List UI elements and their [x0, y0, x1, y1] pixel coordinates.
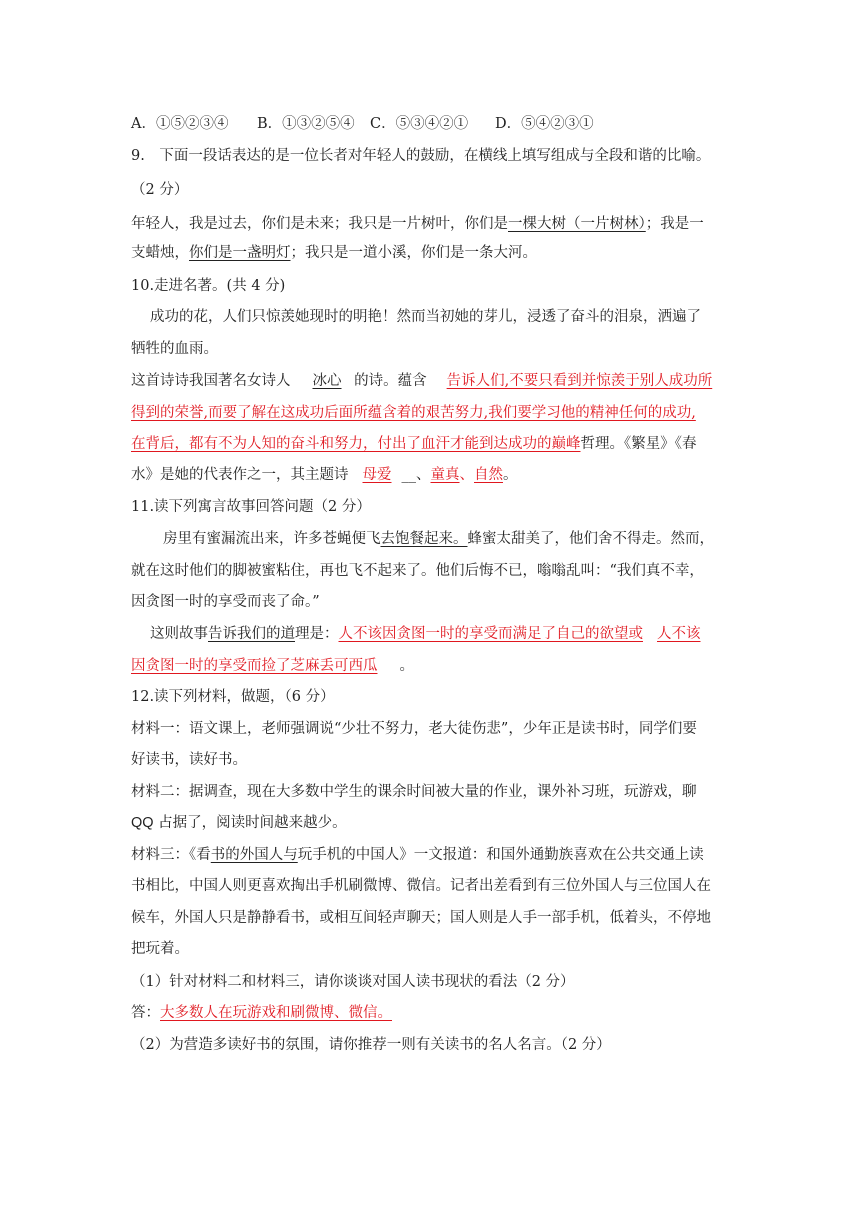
- q9-question: 9. 下面一段话表达的是一位长者对年轻人的鼓励，在横线上填写组成与全段和谐的比喻。: [131, 148, 711, 164]
- q11-underlined: 去饱餐起来。: [380, 531, 468, 547]
- q9-points: （2 分）: [131, 182, 189, 198]
- q11-answer-line1: [150, 624, 701, 644]
- q12-text: 占据了，阅读时间越来越少。: [153, 815, 347, 831]
- q10-heading: 10.走进名著。(共 4 分): [131, 278, 286, 294]
- q11-story-line3: 因贪图一时的享受而丧了命。”: [131, 594, 320, 610]
- option-d: D．⑤④②③①: [495, 116, 594, 132]
- q11-text: 。: [399, 658, 414, 674]
- q10-blank-theme3: 自然: [474, 467, 503, 483]
- q11-text: 这则故事: [150, 626, 208, 642]
- q12-subquestion2: （2）为营造多读好书的氛围，请你推荐一则有关读书的名人名言。（2 分）: [131, 1037, 611, 1053]
- option-a: A．①⑤②③④: [131, 116, 229, 132]
- q9-text: ；我是一: [645, 216, 704, 232]
- q9-text: 支蜡烛，: [131, 245, 189, 261]
- q11-text: 房里有蜜漏流出来，许多苍蝇便飞: [163, 531, 381, 547]
- q9-text: 年轻人，我是过去，你们是未来；我只是一片树叶，你们是: [131, 216, 508, 232]
- q11-underlined: 告诉我们的道: [208, 626, 295, 642]
- q11-text: 理是：: [295, 626, 339, 642]
- q9-blank-answer: 你们是一盏明灯: [189, 245, 291, 261]
- q11-answer: 人不该: [657, 626, 701, 642]
- q10-blank-theme1: 母爱: [362, 467, 392, 483]
- q10-blank-philosophy: 在背后，都有不为人知的奋斗和努力，付出了血汗才能到达成功的巅峰: [131, 436, 581, 452]
- q10-text: 。: [503, 467, 518, 483]
- q10-blank-theme2: 童真: [430, 467, 460, 483]
- q12-subquestion1: （1）针对材料二和材料三，请你谈谈对国人读书现状的看法（2 分）: [131, 974, 575, 990]
- q10-blank-poet: 冰心: [312, 373, 342, 389]
- q12-material1-line2: 好读书，读好书。: [131, 752, 247, 768]
- q10-text: 哲理。《繁星》《春: [580, 436, 697, 452]
- q11-text: 蜂蜜太甜美了，他们舍不得走。然而，: [467, 531, 714, 547]
- q12-material3-line1: [131, 845, 704, 865]
- q10-text: 、: [459, 467, 474, 483]
- q12-material2-line1: 材料二：据调查，现在大多数中学生的课余时间被大量的作业，课外补习班，玩游戏，聊: [131, 784, 697, 800]
- q11-heading: 11.读下列寓言故事回答问题（2 分）: [131, 499, 371, 515]
- q8-options: [131, 114, 594, 134]
- q12-heading: 12.读下列材料，做题，（6 分）: [131, 689, 335, 705]
- q10-poem-line2: 牺牲的血雨。: [131, 341, 218, 357]
- option-b: B．①③②⑤④: [257, 116, 355, 132]
- q9-passage-line1: [131, 214, 704, 234]
- q10-blank-philosophy: 告诉人们,不要只看到并惊羡于别人成功所: [446, 373, 713, 389]
- q10-answer-line1: [131, 371, 712, 391]
- q10-poem-line1: 成功的花，人们只惊羡她现时的明艳！然而当初她的芽儿，浸透了奋斗的泪泉，洒遍了: [150, 309, 701, 325]
- q10-answer-line4: [131, 465, 518, 485]
- q12-material3-line3: 候车，外国人只是静静看书，或相互间轻声聊天；国人则是人手一部手机，低着头，不停地: [131, 910, 711, 926]
- q11-story-line2: 就在这时他们的脚被蜜粘住，再也飞不起来了。他们后悔不已，嗡嗡乱叫：“我们真不幸，: [131, 563, 704, 579]
- q10-text: __、: [401, 467, 431, 483]
- q12-answer-text: 大多数人在玩游戏和刷微博、微信。: [160, 1005, 392, 1021]
- q12-answer1: [131, 1003, 392, 1023]
- q12-underlined: 书的外国人与: [210, 847, 298, 863]
- q10-answer-line2: 得到的荣誉,而要了解在这成功后面所蕴含着的艰苦努力,我们要学习他的精神任何的成功,: [131, 405, 696, 421]
- q12-text: 材料三：《看: [131, 847, 211, 863]
- q12-text: QQ: [131, 815, 154, 831]
- option-c: C．⑤③④②①: [370, 116, 469, 132]
- q9-blank-answer: 一棵大树（一片树林）: [508, 216, 646, 232]
- q9-text: ；我只是一道小溪，你们是一条大河。: [290, 245, 537, 261]
- q12-material1-line1: 材料一：语文课上，老师强调说“少壮不努力，老大徒伤悲”，少年正是读书时，同学们要: [131, 721, 697, 737]
- q10-text: 水》是她的代表作之一，其主题诗: [131, 467, 349, 483]
- q12-material3-line2: 书相比，中国人则更喜欢掏出手机刷微博、微信。记者出差看到有三位外国人与三位国人在: [131, 878, 711, 894]
- q10-text: 的诗。蕴含: [349, 373, 427, 389]
- q12-material3-line4: 把玩着。: [131, 941, 189, 957]
- q9-passage-line2: [131, 243, 537, 263]
- q12-text: 玩手机的中国人》一文报道：和国外通勤族喜欢在公共交通上读: [297, 847, 704, 863]
- q12-answer-label: 答：: [131, 1005, 160, 1021]
- q11-story-line1: [163, 529, 714, 549]
- q12-material2-line2: [131, 813, 347, 833]
- q11-answer: 人不该因贪图一时的享受而满足了自己的欲望或: [338, 626, 643, 642]
- q10-text: 这首诗诗我国著名女诗人: [131, 373, 291, 389]
- q11-answer-line2: [131, 656, 414, 676]
- q10-answer-line3: [131, 434, 697, 454]
- q11-answer: 因贪图一时的享受而捡了芝麻丢可西瓜: [131, 658, 378, 674]
